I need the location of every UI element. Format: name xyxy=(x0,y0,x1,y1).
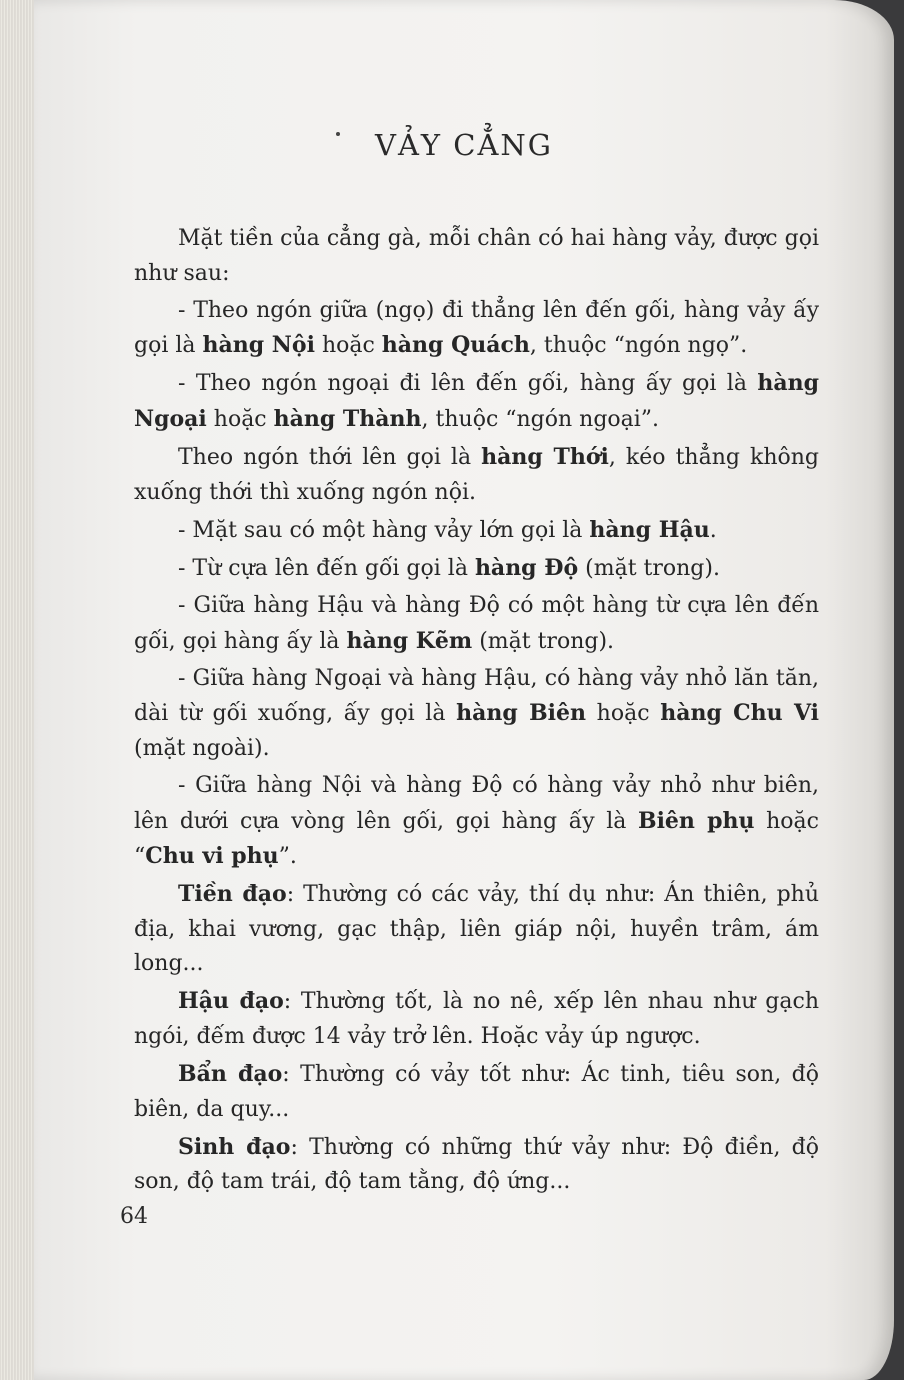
paragraph xyxy=(134,877,819,982)
text-run: Mặt tiền của cẳng gà, mỗi chân có hai hàng vảy, được gọi như sau: xyxy=(134,226,819,286)
text-run: (mặt trong). xyxy=(578,555,720,581)
paragraph xyxy=(134,769,819,875)
bold-term: hàng Nội xyxy=(202,332,315,359)
paragraph xyxy=(134,1057,819,1127)
bold-term: hàng Quách xyxy=(381,332,530,359)
paragraph xyxy=(134,1130,819,1200)
text-run: - Theo ngón giữa (ngọ) đi thẳng lên đến gối, hàng vảy ấy gọi là xyxy=(134,297,819,359)
page-number: 64 xyxy=(120,1204,148,1229)
text-run: , thuộc “ngón ngoại”. xyxy=(421,406,660,432)
bold-term: hàng Độ xyxy=(474,554,579,581)
bold-term: Biên phụ xyxy=(637,807,755,834)
text-run: (mặt trong). xyxy=(472,628,615,654)
page-title: VẢY CẲNG xyxy=(375,128,553,162)
text-run: - Mặt sau có một hàng vảy lớn gọi là xyxy=(178,517,590,543)
bold-term: Hậu đạo xyxy=(178,988,284,1015)
text-run: (mặt ngoài). xyxy=(134,735,270,761)
bold-term: hàng Ngoại xyxy=(134,370,819,432)
text-run: Theo ngón thới lên gọi là xyxy=(178,445,482,471)
bold-term: hàng Chu Vi xyxy=(660,700,820,727)
text-run: - Giữa hàng Hậu và hàng Độ có một hàng từ cựa lên đến gối, gọi hàng ấy là xyxy=(134,592,819,654)
text-run: hoặc “ xyxy=(134,808,819,870)
text-run: , thuộc “ngón ngọ”. xyxy=(529,333,748,359)
text-run: . xyxy=(709,517,717,543)
text-run: - Giữa hàng Nội và hàng Độ có hàng vảy nhỏ như biên, lên dưới cựa vòng lên gối, gọi hàng ấy là xyxy=(134,772,819,834)
bold-term: hàng Kẽm xyxy=(346,627,473,654)
paragraph xyxy=(134,440,819,510)
bold-term: hàng Biên xyxy=(456,700,587,727)
paragraph xyxy=(134,662,819,767)
bold-term: hàng Thới xyxy=(481,444,609,471)
text-run: hoặc xyxy=(314,333,382,359)
bold-term: hàng Hậu xyxy=(589,516,710,543)
paragraph xyxy=(134,294,819,364)
text-run: - Từ cựa lên đến gối gọi là xyxy=(178,555,475,581)
bold-term: hàng Thành xyxy=(273,405,422,432)
text-run: : Thường có vảy tốt như: Ác tinh, tiêu son, độ biên, da quy... xyxy=(134,1062,819,1122)
paragraph xyxy=(134,589,819,659)
bold-term: Tiền đạo xyxy=(178,881,287,908)
text-run: hoặc xyxy=(206,406,274,432)
text-run: - Giữa hàng Ngoại và hàng Hậu, có hàng vảy nhỏ lăn tăn, dài từ gối xuống, ấy gọi là xyxy=(134,665,819,727)
body-text xyxy=(134,222,819,1203)
bold-term: Bẩn đạo xyxy=(178,1061,283,1088)
text-run: - Theo ngón ngoại đi lên đến gối, hàng ấy gọi là xyxy=(178,371,758,397)
paragraph xyxy=(134,513,819,549)
text-run: , kéo thẳng không xuống thới thì xuống ngón nội. xyxy=(134,445,819,505)
paragraph xyxy=(134,551,819,587)
bold-term: Sinh đạo xyxy=(178,1133,291,1160)
paragraph xyxy=(134,366,819,437)
text-run: : Thường có các vảy, thí dụ như: Án thiên, phủ địa, khai vương, gạc thập, liên giáp nội, huyền trâm, ám long... xyxy=(134,882,819,977)
book-page xyxy=(34,0,894,1380)
text-run: hoặc xyxy=(586,701,661,727)
bold-term: Chu vi phụ xyxy=(145,843,279,870)
text-run: : Thường có những thứ vảy như: Độ điền, độ son, độ tam trái, độ tam tằng, độ ứng... xyxy=(134,1134,819,1195)
text-run: : Thường tốt, là no nê, xếp lên nhau như gạch ngói, đếm được 14 vảy trở lên. Hoặc vảy úp ngược. xyxy=(134,989,819,1050)
paragraph xyxy=(134,222,819,291)
paragraph xyxy=(134,984,819,1054)
book-page-edges xyxy=(0,0,36,1380)
text-run: ”. xyxy=(278,844,297,870)
